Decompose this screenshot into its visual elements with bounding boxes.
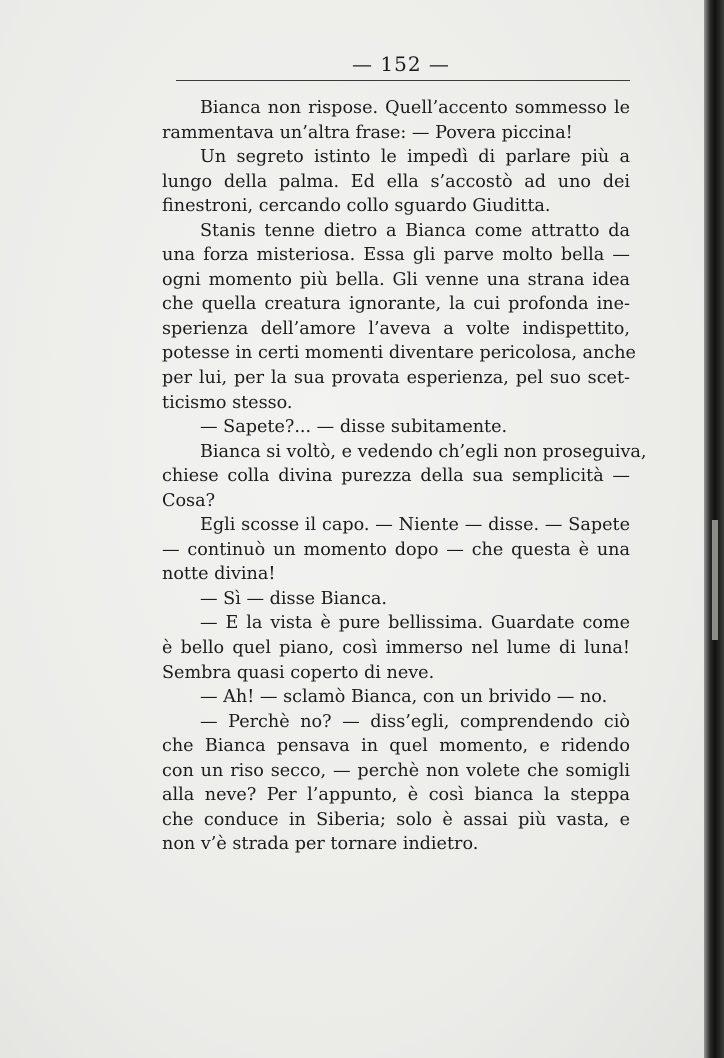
text-line: è bello quel piano, così immerso nel lume di luna! — [162, 638, 630, 659]
text-line: una forza misteriosa. Essa gli parve molto bella — — [162, 245, 630, 266]
text-line: ogni momento più bella. Gli venne una strana idea — [162, 269, 630, 290]
text-line: non v’è strada per tornare indietro. — [162, 834, 479, 855]
text-line: alla neve? Per l’appunto, è così bianca la steppa — [162, 785, 630, 806]
text-line: ticismo stesso. — [162, 392, 293, 413]
text-line: notte divina! — [162, 564, 276, 585]
text-line: — continuò un momento dopo — che questa è una — [162, 539, 630, 560]
text-line: sperienza dell’amore l’aveva a volte indispettito, — [162, 318, 630, 339]
text-line: Egli scosse il capo. — Niente — disse. — Sapete — [200, 515, 630, 536]
text-line: per lui, per la sua provata esperienza, pel suo scet- — [162, 368, 630, 389]
text-line: — Sì — disse Bianca. — [200, 588, 387, 609]
text-line: con un riso secco, — perchè non volete che somigli — [162, 760, 630, 781]
text-line: che conduce in Siberia; solo è assai più vasta, e — [162, 809, 630, 830]
text-line: — Perchè no? — diss’egli, comprendendo ciò — [200, 711, 630, 732]
text-line: rammentava un’altra frase: — Povera piccina! — [162, 122, 573, 143]
text-line: lungo della palma. Ed ella s’accostò ad uno dei — [162, 171, 630, 192]
text-line: — Ah! — sclamò Bianca, con un brivido — no. — [200, 687, 608, 708]
header-rule — [176, 80, 630, 81]
text-line: — E la vista è pure bellissima. Guardate come — [200, 613, 630, 634]
text-line: Bianca si voltò, e vedendo ch’egli non proseguiva, — [200, 441, 647, 462]
body-text — [162, 96, 647, 857]
text-line: — Sapete?... — disse subitamente. — [200, 417, 508, 438]
text-line: che quella creatura ignorante, la cui profonda ine- — [162, 294, 630, 315]
text-line: Un segreto istinto le impedì di parlare più a — [200, 147, 630, 168]
page-number: — 152 — — [352, 52, 450, 76]
text-line: chiese colla divina purezza della sua semplicità — — [162, 466, 630, 487]
text-line: finestroni, cercando collo sguardo Giuditta. — [162, 196, 551, 217]
text-line: Sembra quasi coperto di neve. — [162, 662, 435, 683]
text-line: Stanis tenne dietro a Bianca come attratto da — [200, 220, 630, 241]
text-line: Cosa? — [162, 490, 216, 511]
text-line: potesse in certi momenti diventare pericolosa, anche — [162, 343, 636, 364]
spine-highlight — [712, 520, 718, 640]
text-line: che Bianca pensava in quel momento, e ridendo — [162, 736, 630, 757]
text-line: Bianca non rispose. Quell’accento sommesso le — [200, 98, 630, 118]
